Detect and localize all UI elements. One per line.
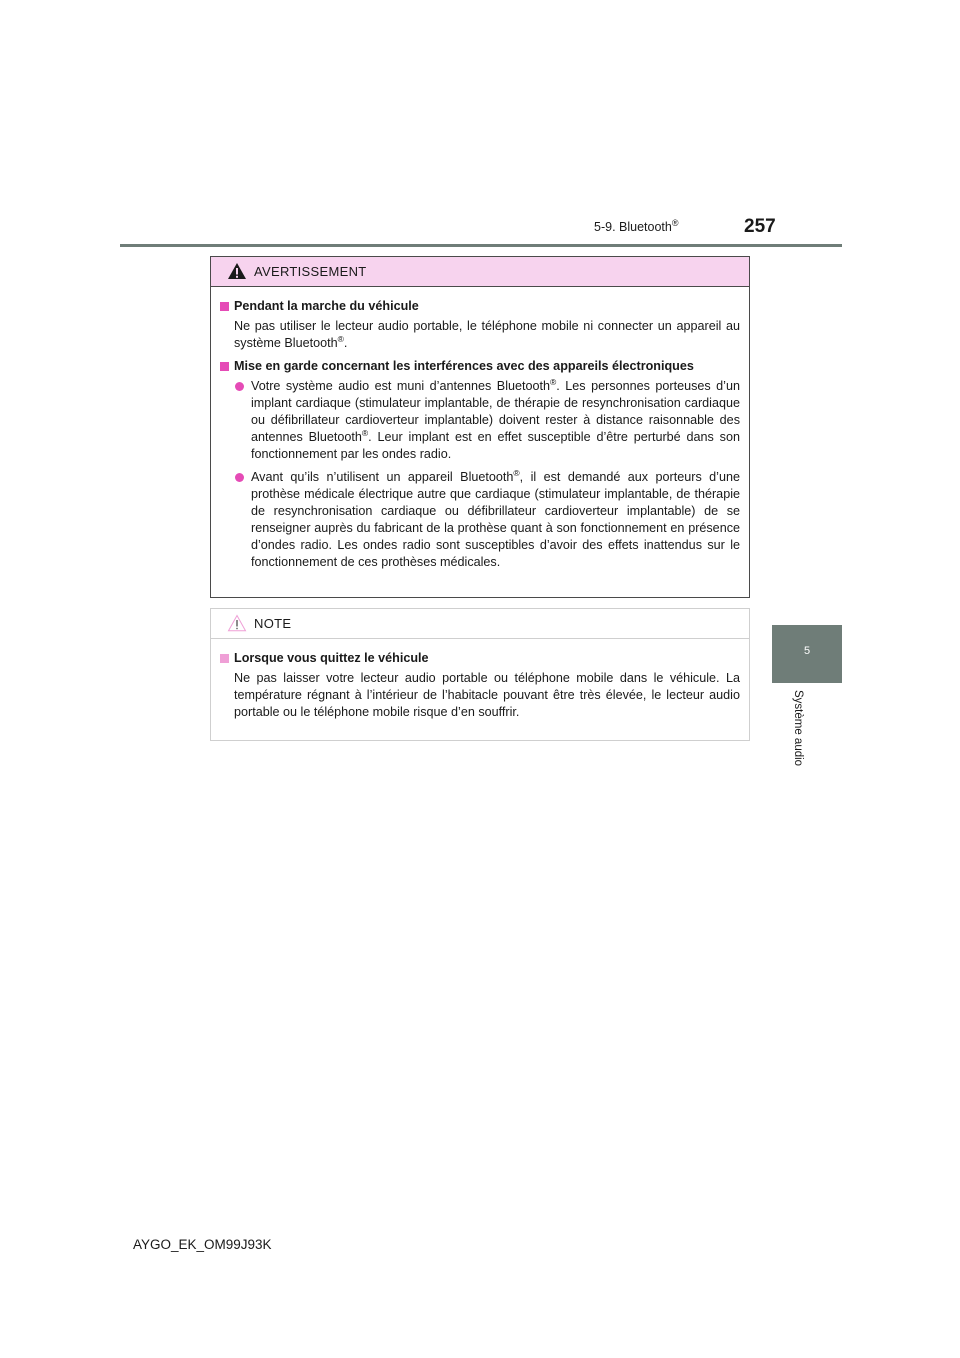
round-bullet-icon [235, 473, 244, 482]
note-body [211, 639, 749, 721]
registered-mark: ® [550, 376, 557, 387]
header-rule [120, 244, 842, 247]
note-title: NOTE [254, 616, 292, 631]
caution-triangle-outline-icon [227, 614, 247, 632]
registered-mark: ® [513, 467, 520, 478]
bullet-item-prosthesis [220, 469, 740, 571]
bullet-item-cardiac [220, 378, 740, 463]
bullet-cardiac-text-1: Votre système audio est muni d’antennes Bluetooth [251, 379, 551, 393]
note-paragraph: Ne pas laisser votre lecteur audio portable ou téléphone mobile dans le véhicule. La température régnant à l’intérieur de l’habitacle pouvant être très élevée, le lecteur audio portable ou le téléphone mobile risque d’en souffrir. [234, 671, 740, 719]
page-number: 257 [744, 216, 776, 237]
registered-mark: ® [337, 333, 344, 344]
interference-heading [220, 358, 740, 375]
note-box-header [211, 609, 749, 639]
bullet-cardiac-text-3: . Leur implant est en effet susceptible d’être perturbé dans son fonctionnement par les ondes radio. [251, 430, 740, 461]
section-reference [594, 217, 679, 234]
driving-heading [220, 298, 740, 315]
warning-box [210, 256, 750, 598]
registered-mark: ® [361, 427, 369, 438]
section-reference-text: 5-9. Bluetooth [594, 220, 672, 234]
warning-body [211, 287, 749, 571]
note-heading [220, 650, 740, 667]
warning-box-header [211, 257, 749, 287]
warning-triangle-icon [227, 262, 247, 280]
round-bullet-icon [235, 382, 244, 391]
square-bullet-icon [220, 654, 229, 663]
square-bullet-icon [220, 302, 229, 311]
chapter-tab-label: Système audio [792, 690, 804, 767]
interference-heading-text: Mise en garde concernant les interférences avec des appareils électroniques [234, 359, 694, 373]
square-bullet-icon [220, 362, 229, 371]
registered-mark: ® [671, 217, 679, 228]
driving-paragraph [220, 318, 740, 352]
document-code: AYGO_EK_OM99J93K [133, 1237, 272, 1252]
driving-paragraph-end: . [343, 336, 348, 350]
chapter-tab [772, 625, 842, 683]
warning-title: AVERTISSEMENT [254, 264, 367, 279]
note-heading-text: Lorsque vous quittez le véhicule [234, 651, 429, 665]
bullet-prosthesis-text-1: Avant qu’ils n’utilisent un appareil Bluetooth [251, 470, 514, 484]
note-box [210, 608, 750, 741]
bullet-prosthesis-text-2: , il est demandé aux porteurs d’une prothèse médicale électrique autre que cardiaque (stimulateur implantable, de thérapie de resynchronisation cardiaque ou défibrillateur cardioverteur implantable) de se renseigner auprès du fabricant de la prothèse quant à son fonctionnement en présence d’ondes radio. Les ondes radio sont susceptibles d’avoir des effets inattendus sur le fonctionnement de ces prothèses médicales. [251, 470, 740, 569]
driving-heading-text: Pendant la marche du véhicule [234, 299, 419, 313]
chapter-tab-number: 5 [803, 645, 811, 657]
bullet-cardiac-text-2: . Les personnes porteuses d’un implant cardiaque (stimulateur implantable, de thérapie de resynchronisation cardiaque ou défibrillateur cardioverteur implantable) doivent rester à distance raisonnable des antennes Bluetooth [251, 379, 740, 444]
driving-paragraph-text: Ne pas utiliser le lecteur audio portable, le téléphone mobile ni connecter un appareil au système Bluetooth [234, 319, 740, 350]
